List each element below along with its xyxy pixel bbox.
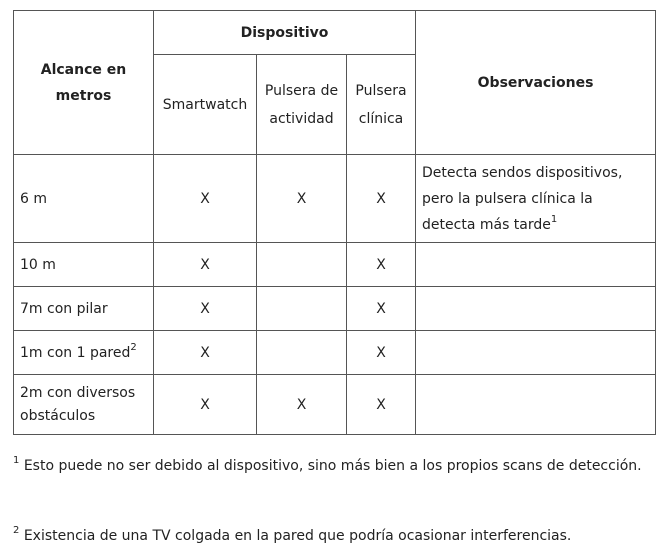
table-row: [14, 155, 656, 243]
cell-observation: [416, 375, 656, 435]
cell-clinical: X: [347, 155, 416, 243]
cell-range: 7m con pilar: [14, 287, 154, 331]
footnote-2: [13, 522, 655, 550]
cell-range: 10 m: [14, 243, 154, 287]
cell-clinical: X: [347, 287, 416, 331]
footnote-text: Esto puede no ser debido al dispositivo, sino más bien a los propios scans de detección.: [19, 458, 642, 474]
cell-clinical: X: [347, 331, 416, 375]
table-row: [14, 331, 656, 375]
cell-clinical: X: [347, 375, 416, 435]
cell-smartwatch: X: [154, 375, 257, 435]
cell-activity: X: [257, 155, 347, 243]
header-activity-band: Pulsera de actividad: [257, 55, 347, 155]
cell-smartwatch: X: [154, 331, 257, 375]
results-table: [13, 10, 656, 435]
cell-activity: [257, 331, 347, 375]
cell-observation: [416, 331, 656, 375]
table-row: [14, 287, 656, 331]
cell-smartwatch: X: [154, 287, 257, 331]
header-clinical-band: Pulsera clínica: [347, 55, 416, 155]
cell-activity: [257, 287, 347, 331]
footnote-mark: 1: [13, 455, 20, 467]
cell-observation: [416, 287, 656, 331]
footnote-text: Existencia de una TV colgada en la pared que podría ocasionar interferencias.: [19, 528, 572, 544]
cell-activity: X: [257, 375, 347, 435]
header-observations: Observaciones: [416, 11, 656, 155]
cell-range: 2m con diversos obstáculos: [14, 375, 154, 435]
cell-smartwatch: X: [154, 155, 257, 243]
table-row: [14, 243, 656, 287]
header-device-group: Dispositivo: [154, 11, 416, 55]
table-row: [14, 375, 656, 435]
header-smartwatch: Smartwatch: [154, 55, 257, 155]
cell-smartwatch: X: [154, 243, 257, 287]
cell-observation: Detecta sendos dispositivos, pero la pulsera clínica la detecta más tarde$^1$: [416, 155, 656, 243]
cell-clinical: X: [347, 243, 416, 287]
footnote-1: [13, 452, 655, 480]
footnote-mark: 2: [13, 525, 20, 537]
cell-range: 6 m: [14, 155, 154, 243]
header-range: Alcance en metros: [14, 11, 154, 155]
cell-range: 1m con 1 pared$^2$: [14, 331, 154, 375]
cell-observation: [416, 243, 656, 287]
cell-activity: [257, 243, 347, 287]
